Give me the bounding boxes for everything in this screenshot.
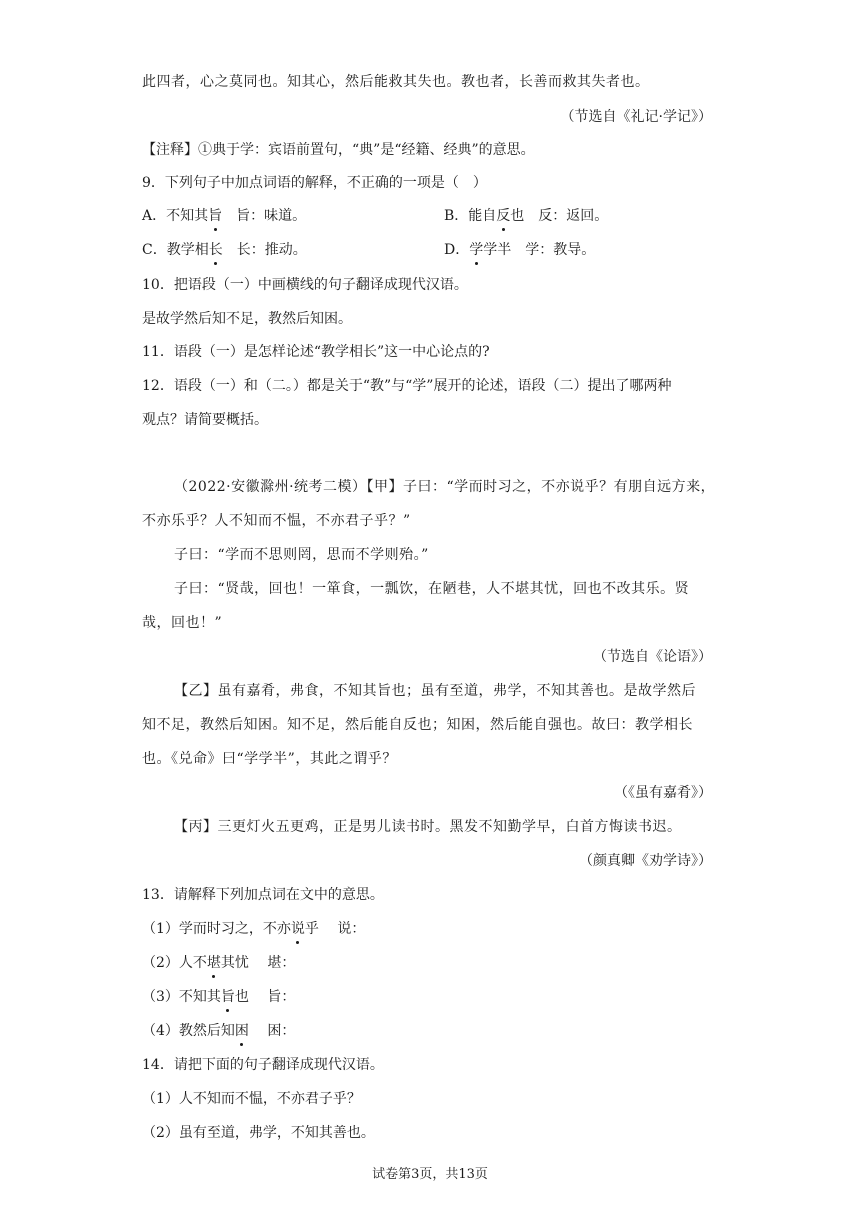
q13-2-blank: 其忧 堪： bbox=[220, 955, 296, 971]
passage-yi-line-1: 【乙】虽有嘉肴，弗食，不知其旨也；虽有至道，弗学，不知其善也。是故学然后 bbox=[174, 683, 696, 699]
q9b-gloss: 也 反：返回。 bbox=[510, 208, 609, 224]
q9-option-c bbox=[142, 240, 307, 260]
q13-item-1 bbox=[142, 919, 365, 939]
passage-bing: 【丙】三更灯火五更鸡，正是男儿读书时。黑发不知勤学早，白首方悔读书迟。 bbox=[174, 819, 682, 835]
q14-item-1: （1）人不知而不愠，不亦君子乎？ bbox=[142, 1091, 361, 1107]
q13-4-blank: 困： bbox=[248, 1023, 296, 1039]
q9b-text: B．能自 bbox=[444, 208, 497, 224]
q13-1-text: （1）学而时习之，不亦 bbox=[142, 921, 291, 937]
q9c-dotted-char: 长 bbox=[208, 242, 223, 258]
q13-1-dotted-char: 说 bbox=[290, 921, 305, 937]
q9b-dotted-char: 反 bbox=[496, 208, 511, 224]
q13-4-text: （4）教然后知 bbox=[142, 1023, 235, 1039]
passage-jia-line-2: 不亦乐乎？人不知而不愠，不亦君子乎？” bbox=[142, 513, 411, 529]
question-11: 11．语段（一）是怎样论述“教学相长”这一中心论点的? bbox=[142, 344, 490, 360]
q13-4-dotted-char: 困 bbox=[234, 1023, 249, 1039]
question-10: 10．把语段（一）中画横线的句子翻译成现代汉语。 bbox=[142, 277, 468, 293]
q13-2-text: （2）人不 bbox=[142, 955, 207, 971]
q9d-text: D． bbox=[444, 242, 470, 258]
question-14: 14．请把下面的句子翻译成现代汉语。 bbox=[142, 1057, 384, 1073]
q9-option-d bbox=[444, 240, 595, 260]
q13-1-blank: 乎 说： bbox=[304, 921, 366, 937]
passage-jia-line-1: （2022·安徽滁州·统考二模）【甲】子曰：“学而时习之，不亦说乎？有朋自远方来， bbox=[174, 479, 716, 495]
source-quanxueshi: （颜真卿《劝学诗》） bbox=[579, 853, 712, 869]
passage-yi-line-2: 知不足，教然后知困。知不足，然后能自反也；知困，然后能自强也。故曰：教学相长 bbox=[142, 717, 693, 733]
q13-3-text: （3）不知其 bbox=[142, 989, 221, 1005]
question-10-sentence: 是故学然后知不足，教然后知困。 bbox=[142, 311, 352, 327]
source-lunyu: （节选自《论语》） bbox=[593, 649, 712, 665]
q13-item-2 bbox=[142, 953, 295, 973]
question-13: 13．请解释下列加点词在文中的意思。 bbox=[142, 887, 384, 903]
q9d-gloss: 学半 学：教导。 bbox=[483, 242, 596, 258]
q13-2-dotted-char: 堪 bbox=[206, 955, 221, 971]
q13-3-dotted-char: 旨 bbox=[220, 989, 235, 1005]
q9c-gloss: 长：推动。 bbox=[222, 242, 307, 258]
passage-yi-line-3: 也。《兑命》曰“学学半”，其此之谓乎？ bbox=[142, 751, 397, 767]
q13-3-blank: 也 旨： bbox=[234, 989, 296, 1005]
source-suiyoujiayao: （《虽有嘉肴》） bbox=[614, 785, 712, 801]
question-9: 9．下列句子中加点词语的解释，不正确的一项是（ ） bbox=[142, 175, 487, 191]
q9c-text: C．教学相 bbox=[142, 242, 209, 258]
q13-item-4 bbox=[142, 1021, 295, 1041]
q9d-dotted-char: 学 bbox=[469, 242, 484, 258]
passage-jia-line-5: 哉，回也！” bbox=[142, 615, 223, 631]
page-footer: 试卷第3页，共13页 bbox=[372, 1167, 488, 1182]
q13-item-3 bbox=[142, 987, 295, 1007]
passage-jia-line-3: 子曰：“学而不思则罔，思而不学则殆。” bbox=[174, 547, 429, 563]
passage-end-line: 此四者，心之莫同也。知其心，然后能救其失也。教也者，长善而救其失者也。 bbox=[142, 74, 650, 90]
question-12-line-1: 12．语段（一）和（二。）都是关于“教”与“学”展开的论述，语段（二）提出了哪两种 bbox=[142, 378, 672, 394]
q9a-dotted-char: 旨 bbox=[208, 208, 223, 224]
q9-option-b bbox=[444, 206, 608, 226]
q9-option-a bbox=[142, 206, 306, 226]
question-12-line-2: 观点？请简要概括。 bbox=[142, 412, 268, 428]
source-note: （节选自《礼记·学记》） bbox=[560, 109, 712, 125]
passage-jia-line-4: 子曰：“贤哉，回也！一箪食，一瓢饮，在陋巷，人不堪其忧，回也不改其乐。贤 bbox=[174, 581, 690, 597]
q9a-text: A．不知其 bbox=[142, 208, 209, 224]
annotation-note: 【注释】①典于学：宾语前置句，“典”是“经籍、经典”的意思。 bbox=[142, 142, 535, 158]
q9a-gloss: 旨：味道。 bbox=[222, 208, 307, 224]
q14-item-2: （2）虽有至道，弗学，不知其善也。 bbox=[142, 1125, 375, 1141]
